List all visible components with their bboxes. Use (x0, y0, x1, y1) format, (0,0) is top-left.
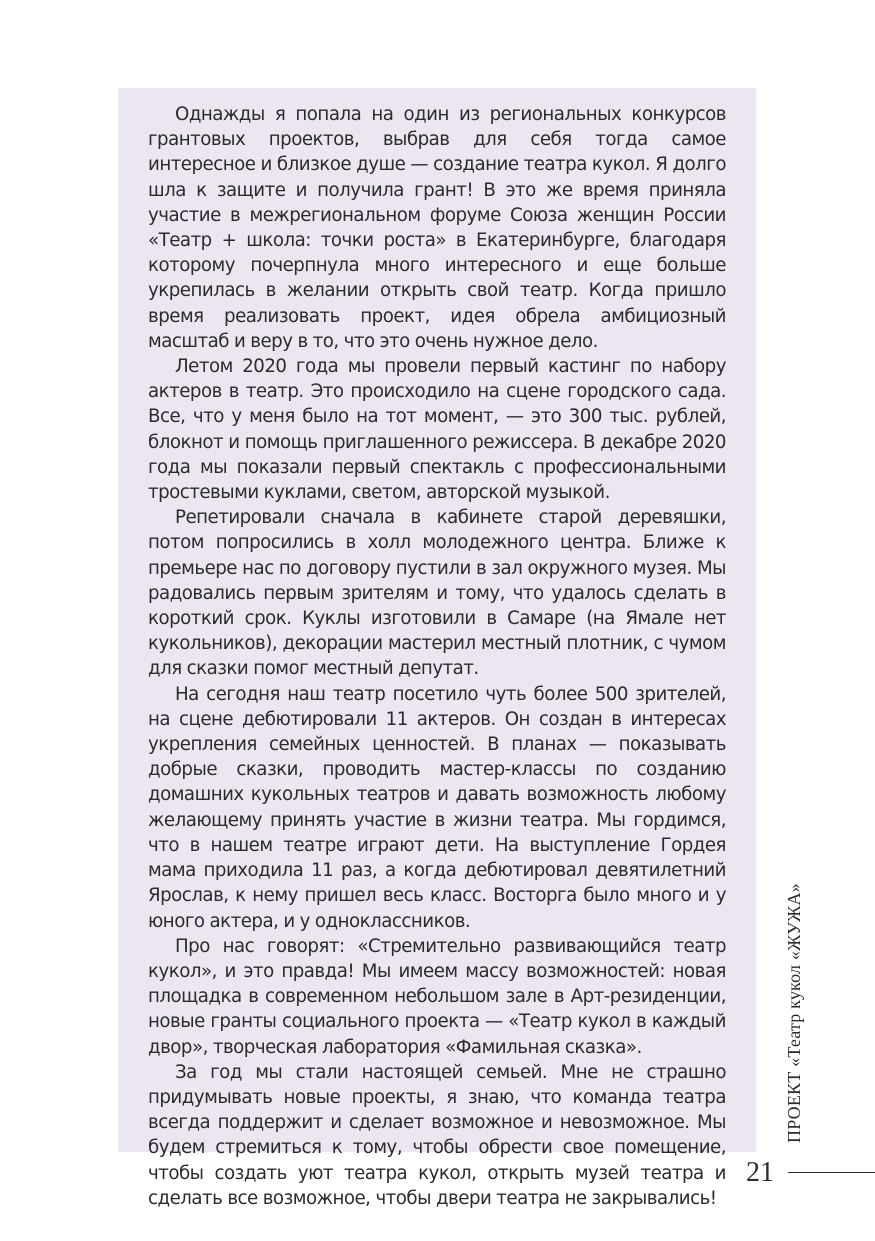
paragraph-1: Однажды я попала на один из региональных конкурсов грантовых проектов, выбрав для себя тогда самое интересное и близкое душе — создание театра кукол. Я долго шла к защите и получила грант! В это же время приняла участие в межрегиональном форуме Союза женщин России «Театр + школа: точки роста» в Екатеринбурге, благодаря которому почерпнула много интересного и еще больше укрепилась в желании открыть свой театр. Когда пришло время реализовать проект, идея обрела амбициозный масштаб и веру в то, что это очень нужное дело. (148, 104, 726, 352)
running-title: ПРОЕКТ «Театр кукол «ЖУЖА» (784, 883, 804, 1143)
page-number: 21 (746, 1157, 774, 1188)
paragraph-3: Репетировали сначала в кабинете старой деревяшки, потом попросились в холл молодежного центра. Ближе к премьере нас по договору пустили в зал окружного музея. Мы радовались первым зрителям и тому, что удалось сделать в короткий срок. Куклы изготовили в Самаре (на Ямале нет кукольников), декорации мастерил местный плотник, с чумом для сказки помог местный депутат. (148, 507, 726, 680)
text-panel (118, 88, 756, 1209)
paragraph-2: Летом 2020 года мы провели первый кастинг по набору актеров в театр. Это происходило на сцене городского сада. Все, что у меня было на тот момент, — это 300 тыс. рублей, блокнот и помощь приглашенного режиссера. В декабре 2020 года мы показали первый спектакль с профессиональными тростевыми куклами, светом, авторской музыкой. (148, 356, 726, 504)
page-number-rule (788, 1172, 875, 1173)
paragraph-4: На сегодня наш театр посетило чуть более 500 зрителей, на сцене дебютировали 11 актеров. Он создан в интересах укрепления семейных ценностей. В планах — показывать добрые сказки, проводить мастер-классы по созданию домашних кукольных театров и давать возможность любому желающему принять участие в жизни театра. Мы гордимся, что в нашем театре играют дети. На выступление Гордея мама приходила 11 раз, а когда дебютировал девятилетний Ярослав, к нему пришел весь класс. Восторга было много и у юного актера, и у одноклассников. (148, 683, 726, 932)
paragraph-5: Про нас говорят: «Стремительно развивающийся театр кукол», и это правда! Мы имеем массу возможностей: новая площадка в современном небольшом зале в Арт-резиденции, новые гранты социального проекта — «Театр кукол в каждый двор», творческая лаборатория «Фамильная сказка». (148, 935, 726, 1058)
paragraph-6: За год мы стали настоящей семьей. Мне не страшно придумывать новые проекты, я знаю, что команда театра всегда поддержит и сделает возможное и невозможное. Мы будем стремиться к тому, чтобы обрести свое помещение, чтобы создать уют театра кукол, открыть музей театра и сделать все возможное, чтобы двери театра не закрывались! (148, 1061, 726, 1209)
